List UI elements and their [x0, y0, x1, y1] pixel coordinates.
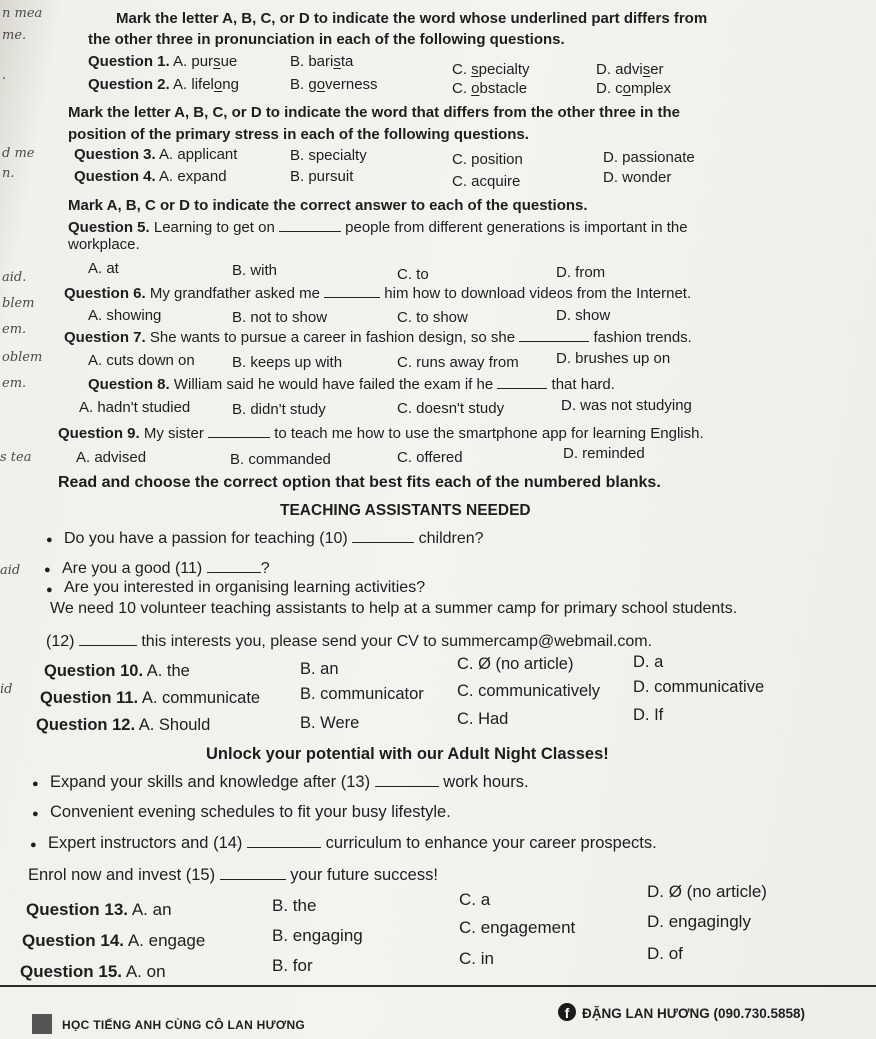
q10-option-c: C. Ø (no article): [457, 655, 574, 673]
question-9: Question 9. My sister to teach me how to use the smartphone app for learning English.: [58, 425, 704, 442]
ad2-bullet-1: ● Expand your skills and knowledge after (13) work hours.: [50, 773, 529, 792]
margin-fragment: aid: [0, 563, 21, 578]
q5-option-d: D. from: [556, 264, 606, 281]
question-14: Question 14. A. engage: [22, 931, 206, 950]
section1-instruction-line1: Mark the letter A, B, C, or D to indicate the word whose underlined part differs from: [116, 10, 708, 27]
q4-option-d: D. wonder: [603, 169, 672, 186]
q6-option-b: B. not to show: [232, 309, 328, 326]
q9-option-c: C. offered: [397, 449, 463, 466]
question-13: Question 13. A. an: [26, 900, 172, 919]
q12-option-c: C. Had: [457, 710, 509, 728]
q2-option-c: C. obstacle: [452, 80, 528, 97]
q1-option-c: C. specialty: [452, 61, 530, 78]
q15-option-c: C. in: [459, 949, 494, 968]
ad2-paragraph: Enrol now and invest (15) your future success!: [28, 866, 438, 884]
q15-option-b: B. for: [272, 956, 313, 975]
q10-option-b: B. an: [300, 660, 339, 678]
question-3: Question 3. A. applicant: [74, 146, 238, 163]
margin-fragment: blem: [2, 296, 35, 311]
q2-option-b: B. governess: [290, 76, 378, 93]
q9-option-a: A. advised: [76, 449, 147, 466]
question-5-line2: workplace.: [68, 236, 140, 253]
q11-option-b: B. communicator: [300, 685, 424, 703]
q7-option-c: C. runs away from: [397, 354, 519, 371]
question-2: Question 2. A. lifelong: [88, 76, 239, 93]
q8-option-c: C. doesn't study: [397, 400, 505, 417]
q8-option-b: B. didn't study: [232, 401, 326, 418]
q3-option-c: C. position: [452, 151, 523, 168]
question-6: Question 6. My grandfather asked me him how to download videos from the Internet.: [64, 285, 692, 302]
ad1-bullet-3: ● Are you interested in organising learning activities?: [64, 579, 425, 597]
q12-option-d: D. If: [633, 706, 664, 724]
ad2-bullet-2: ● Convenient evening schedules to fit your busy lifestyle.: [50, 803, 451, 822]
margin-fragment: d me: [2, 146, 35, 161]
ad1-bullet-1: ● Do you have a passion for teaching (10) children?: [64, 529, 484, 548]
q7-option-d: D. brushes up on: [556, 350, 671, 367]
q9-option-b: B. commanded: [230, 451, 331, 468]
q1-option-d: D. adviser: [596, 61, 664, 78]
q13-option-c: C. a: [459, 890, 491, 909]
q4-option-b: B. pursuit: [290, 168, 354, 185]
ad2-bullet-3: ● Expert instructors and (14) curriculum to enhance your career prospects.: [48, 834, 657, 853]
q12-option-b: B. Were: [300, 714, 360, 732]
question-11: Question 11. A. communicate: [40, 689, 261, 707]
question-8: Question 8. William said he would have failed the exam if he that hard.: [88, 376, 615, 393]
q9-option-d: D. reminded: [563, 445, 645, 462]
q3-option-b: B. specialty: [290, 147, 367, 164]
q6-option-c: C. to show: [397, 309, 468, 326]
ad2-title: Unlock your potential with our Adult Night Classes!: [206, 745, 609, 763]
q10-option-d: D. a: [633, 653, 664, 671]
q5-option-b: B. with: [232, 262, 278, 279]
q3-option-d: D. passionate: [603, 149, 695, 166]
q4-option-c: C. acquire: [452, 173, 521, 190]
q6-option-d: D. show: [556, 307, 611, 324]
q14-option-d: D. engagingly: [647, 912, 751, 931]
q7-option-b: B. keeps up with: [232, 354, 343, 371]
section3-instruction: Mark A, B, C or D to indicate the correct answer to each of the questions.: [68, 197, 588, 214]
question-7: Question 7. She wants to pursue a career in fashion design, so she fashion trends.: [64, 329, 692, 346]
margin-fragment: id: [0, 682, 13, 697]
footer-logo-block: [32, 1014, 52, 1034]
ad1-title: TEACHING ASSISTANTS NEEDED: [280, 502, 531, 519]
footer-divider: [0, 985, 876, 987]
footer-left-text: HỌC TIẾNG ANH CÙNG CÔ LAN HƯƠNG: [62, 1018, 306, 1032]
question-5: Question 5. Learning to get on people from different generations is important in the: [68, 219, 688, 236]
margin-fragment: me.: [2, 28, 27, 43]
q11-option-c: C. communicatively: [457, 682, 601, 700]
footer-right-text: ĐẶNG LAN HƯƠNG (090.730.5858): [582, 1006, 806, 1021]
q2-option-d: D. complex: [596, 80, 672, 97]
margin-fragment: n.: [2, 166, 15, 181]
section4-instruction: Read and choose the correct option that best fits each of the numbered blanks.: [58, 474, 661, 491]
q14-option-c: C. engagement: [459, 918, 576, 937]
q5-option-c: C. to: [397, 266, 429, 283]
section2-instruction-line2: position of the primary stress in each of the following questions.: [68, 126, 529, 143]
question-1: Question 1. A. pursue: [88, 53, 238, 70]
question-15: Question 15. A. on: [20, 962, 166, 981]
q8-option-a: A. hadn't studied: [79, 399, 191, 416]
q13-option-b: B. the: [272, 896, 317, 915]
ad1-paragraph-2: (12) this interests you, please send your CV to summercamp@webmail.com.: [46, 633, 653, 650]
margin-fragment: s tea: [0, 450, 32, 465]
margin-fragment: em.: [2, 376, 27, 391]
q11-option-d: D. communicative: [633, 678, 765, 696]
question-4: Question 4. A. expand: [74, 168, 227, 185]
q8-option-d: D. was not studying: [561, 397, 692, 414]
facebook-icon: f: [558, 1003, 576, 1021]
section1-instruction-line2: the other three in pronunciation in each of the following questions.: [88, 31, 565, 48]
margin-fragment: .: [2, 68, 7, 83]
margin-fragment: aid.: [2, 270, 27, 285]
q14-option-b: B. engaging: [272, 926, 363, 945]
q5-option-a: A. at: [88, 260, 119, 277]
margin-fragment: n mea: [2, 6, 43, 21]
margin-fragment: em.: [2, 322, 27, 337]
question-10: Question 10. A. the: [44, 662, 190, 680]
question-12: Question 12. A. Should: [36, 716, 211, 734]
q7-option-a: A. cuts down on: [88, 352, 195, 369]
q15-option-d: D. of: [647, 944, 683, 963]
margin-fragment: oblem: [2, 350, 43, 365]
ad1-bullet-2: ● Are you a good (11) ?: [62, 559, 270, 578]
section2-instruction-line1: Mark the letter A, B, C, or D to indicate the word that differs from the other three in the: [68, 104, 681, 121]
q1-option-b: B. barista: [290, 53, 354, 70]
q6-option-a: A. showing: [88, 307, 162, 324]
ad1-paragraph-1: We need 10 volunteer teaching assistants to help at a summer camp for primary school students.: [50, 600, 738, 617]
q13-option-d: D. Ø (no article): [647, 882, 767, 901]
